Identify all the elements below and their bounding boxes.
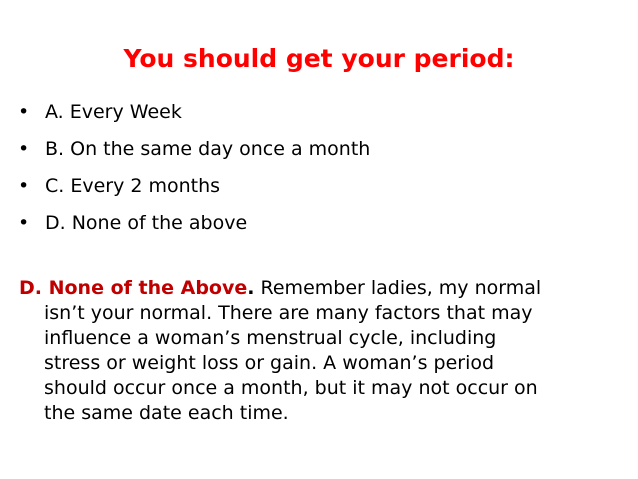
- option-d-text: D. None of the above: [45, 212, 248, 234]
- answer-line-3: influence a woman’s menstrual cycle, including: [44, 327, 497, 349]
- bullet-icon: •: [18, 101, 30, 123]
- option-a-text: A. Every Week: [45, 101, 182, 123]
- answer-label-punctuation: .: [247, 277, 255, 299]
- bullet-icon: •: [18, 138, 30, 160]
- bullet-icon: •: [18, 212, 30, 234]
- answer-label: D. None of the Above: [19, 277, 248, 299]
- option-b-text: B. On the same day once a month: [45, 138, 371, 160]
- answer-line-2: isn’t your normal. There are many factors that may: [44, 302, 533, 324]
- answer-line-6: the same date each time.: [44, 402, 289, 424]
- answer-text: Remember ladies, my normal: [254, 277, 542, 299]
- answer-line-5: should occur once a month, but it may not occur on: [44, 377, 538, 399]
- answer-line-4: stress or weight loss or gain. A woman’s period: [44, 352, 495, 374]
- answer-line-1: [19, 276, 599, 301]
- option-c-text: C. Every 2 months: [45, 175, 221, 197]
- slide-title: You should get your period:: [123, 44, 515, 73]
- bullet-icon: •: [18, 175, 30, 197]
- answer-explanation: [19, 276, 599, 426]
